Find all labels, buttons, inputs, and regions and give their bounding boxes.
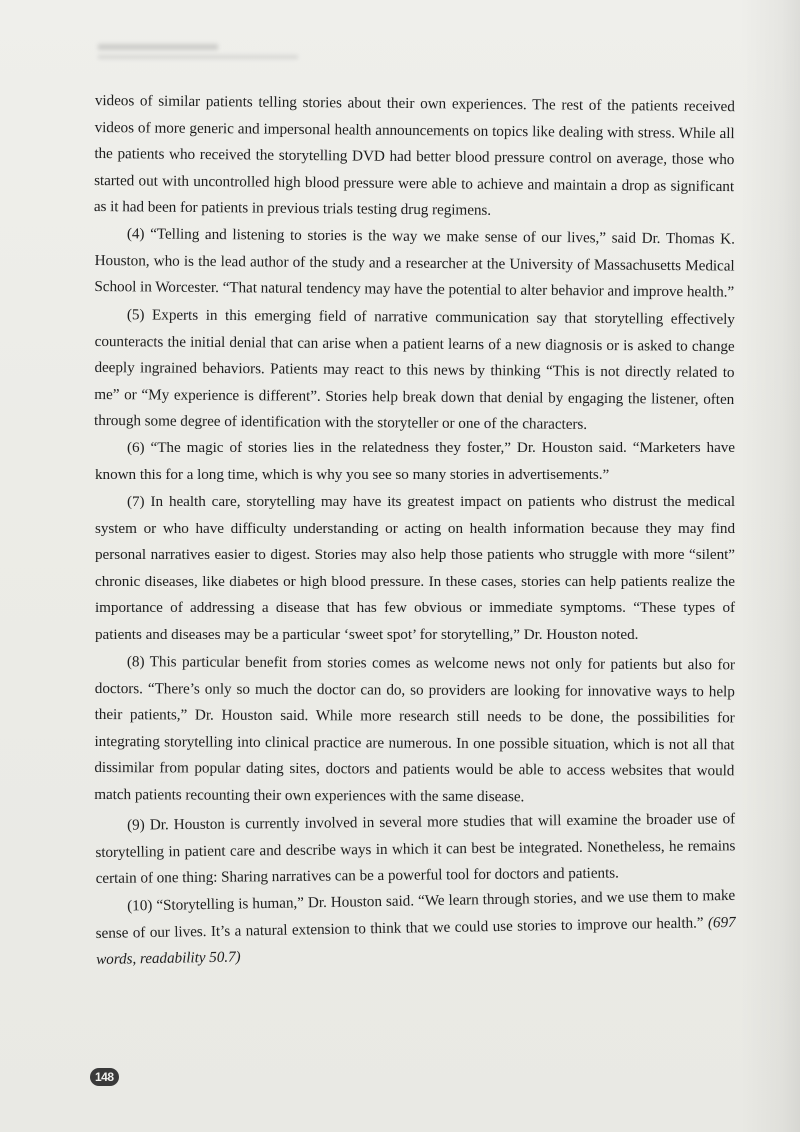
paragraph-7: (7) In health care, storytelling may have its greatest impact on patients who distrust the medical system or who have difficulty understanding or acting on health information because they may find personal narratives easier to digest. Stories may also help those patients who struggle with more “silent” chronic diseases, like diabetes or high blood pressure. In these cases, stories can help patients realize the importance of addressing a disease that has few obvious or immediate symptoms. “These types of patients and diseases may be a particular ‘sweet spot’ for storytelling,” Dr. Houston noted. [95, 492, 735, 643]
paragraph-9: (9) Dr. Houston is currently involved in several more studies that will examine the broader use of storytelling in patient care and describe ways in which it can best be integrated. Nonetheless, he remains certain of one thing: Sharing narratives can be a powerful tool for doctors and patients. [95, 809, 736, 887]
paragraph-3-continued: videos of similar patients telling stories about their own experiences. The rest of the patients received videos of more generic and impersonal health announcements on topics like dealing with stress. While all the patients who received the storytelling DVD had better blood pressure control on average, those who started out with uncontrolled high blood pressure were able to achieve and maintain a drop as significant as it had been for patients in previous trials testing drug regimens. [93, 91, 735, 220]
article-body [95, 88, 735, 975]
running-header [98, 44, 298, 64]
paragraph-6: (6) “The magic of stories lies in the relatedness they foster,” Dr. Houston said. “Marketers have known this for a long time, which is why you see so many stories in advertisements.” [95, 439, 735, 483]
word-count-note: (697 words, readability 50.7) [95, 913, 736, 969]
paragraph-5: (5) Experts in this emerging field of narrative communication say that storytelling effectively counteracts the initial denial that can arise when a patient learns of a new diagnosis or is asked to change deeply ingrained behaviors. Patients may react to this news by thinking “This is not directly related to me” or “My experience is different”. Stories help break down that denial by engaging the listener, often through some degree of identification with the storyteller or one of the characters. [93, 306, 735, 433]
paragraph-10 [95, 883, 736, 974]
paragraph-8: (8) This particular benefit from stories comes as welcome news not only for patients but also for doctors. “There’s only so much the doctor can do, so providers are looking for innovative ways to help their patients,” Dr. Houston said. While more research still needs to be done, the possibilities for integrating storytelling into clinical practice are numerous. In one possible situation, which is not all that dissimilar from popular dating sites, doctors and patients would be able to access websites that would match patients recounting their own experiences with the same disease. [94, 653, 735, 806]
page-edge-shadow [740, 0, 800, 1132]
paragraph-10-text: (10) “Storytelling is human,” Dr. Houston said. “We learn through stories, and we use them to make sense of our lives. It’s a natural extension to think that we could use stories to improve our health.” [95, 887, 736, 942]
page-number: 148 [90, 1068, 119, 1086]
paragraph-4: (4) “Telling and listening to stories is the way we make sense of our lives,” said Dr. Thomas K. Houston, who is the lead author of the study and a researcher at the University of Massachusetts Medical School in Worcester. “That natural tendency may have the potential to alter behavior and improve health.” [94, 225, 735, 302]
